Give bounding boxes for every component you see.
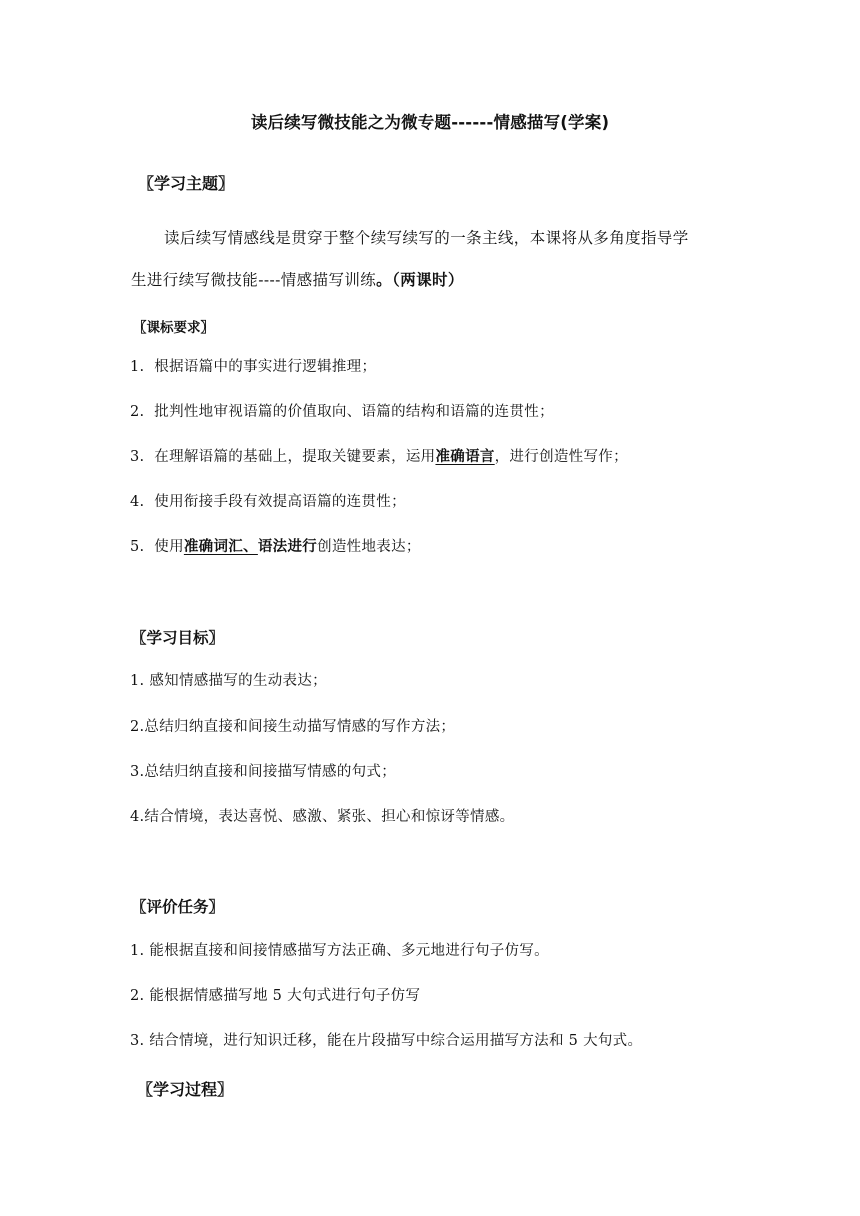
standards-item-number: 5. (130, 539, 145, 555)
standards-item-1 (130, 355, 376, 376)
standards-item-emphasis-underlined: 准确词汇、 (183, 539, 258, 555)
theme-paragraph-line1: 读后续写情感线是贯穿于整个续写续写的一条主线，本课将从多角度指导学 (164, 229, 689, 247)
section-heading-goals: 〖学习目标〗 (131, 629, 225, 647)
standards-item-number: 1. (130, 359, 145, 375)
section-heading-process: 〖学习过程〗 (137, 1080, 234, 1099)
goals-item-1: 1. 感知情感描写的生动表达； (130, 673, 327, 689)
standards-item-2 (130, 400, 554, 421)
theme-paragraph-line2-text: 生进行续写微技能----情感描写训练 (131, 271, 377, 289)
theme-paragraph-line2-bold: 。（两课时） (376, 271, 464, 289)
standards-item-text: 根据语篇中的事实进行逻辑推理； (154, 359, 377, 375)
standards-item-text: 在理解语篇的基础上，提取关键要素，运用 (154, 449, 436, 465)
section-heading-theme: 〖学习主题〗 (138, 174, 235, 193)
standards-item-text: 使用衔接手段有效提高语篇的连贯性； (154, 494, 406, 510)
standards-item-emphasis: 准确语言 (435, 449, 495, 465)
section-heading-tasks: 〖评价任务〗 (131, 898, 225, 916)
standards-item-3 (130, 445, 628, 466)
theme-paragraph-line2 (131, 268, 464, 290)
standards-item-4 (130, 490, 406, 511)
standards-item-text: 使用 (154, 539, 184, 555)
tasks-item-2: 2. 能根据情感描写地 5 大句式进行句子仿写 (130, 988, 421, 1004)
standards-item-5 (130, 535, 421, 556)
standards-item-number: 4. (130, 494, 145, 510)
standards-item-text-tail: 创造性地表达； (317, 539, 421, 555)
goals-item-2: 2.总结归纳直接和间接生动描写情感的写作方法； (130, 719, 456, 735)
standards-item-number: 3. (130, 449, 145, 465)
standards-item-number: 2. (130, 404, 145, 420)
tasks-item-3: 3. 结合情境，进行知识迁移，能在片段描写中综合运用描写方法和 5 大句式。 (130, 1033, 643, 1049)
standards-item-emphasis: 语法进行 (257, 539, 318, 555)
standards-item-text-tail: ，进行创造性写作； (494, 449, 628, 465)
goals-item-4: 4.结合情境，表达喜悦、感激、紧张、担心和惊讶等情感。 (130, 809, 515, 825)
standards-item-text: 批判性地审视语篇的价值取向、语篇的结构和语篇的连贯性； (154, 404, 554, 420)
section-heading-standards: 〖课标要求〗 (133, 320, 214, 336)
document-title: 读后续写微技能之为微专题------情感描写(学案) (250, 113, 610, 132)
tasks-item-1: 1. 能根据直接和间接情感描写方法正确、多元地进行句子仿写。 (130, 943, 549, 959)
goals-item-3: 3.总结归纳直接和间接描写情感的句式； (130, 764, 397, 780)
